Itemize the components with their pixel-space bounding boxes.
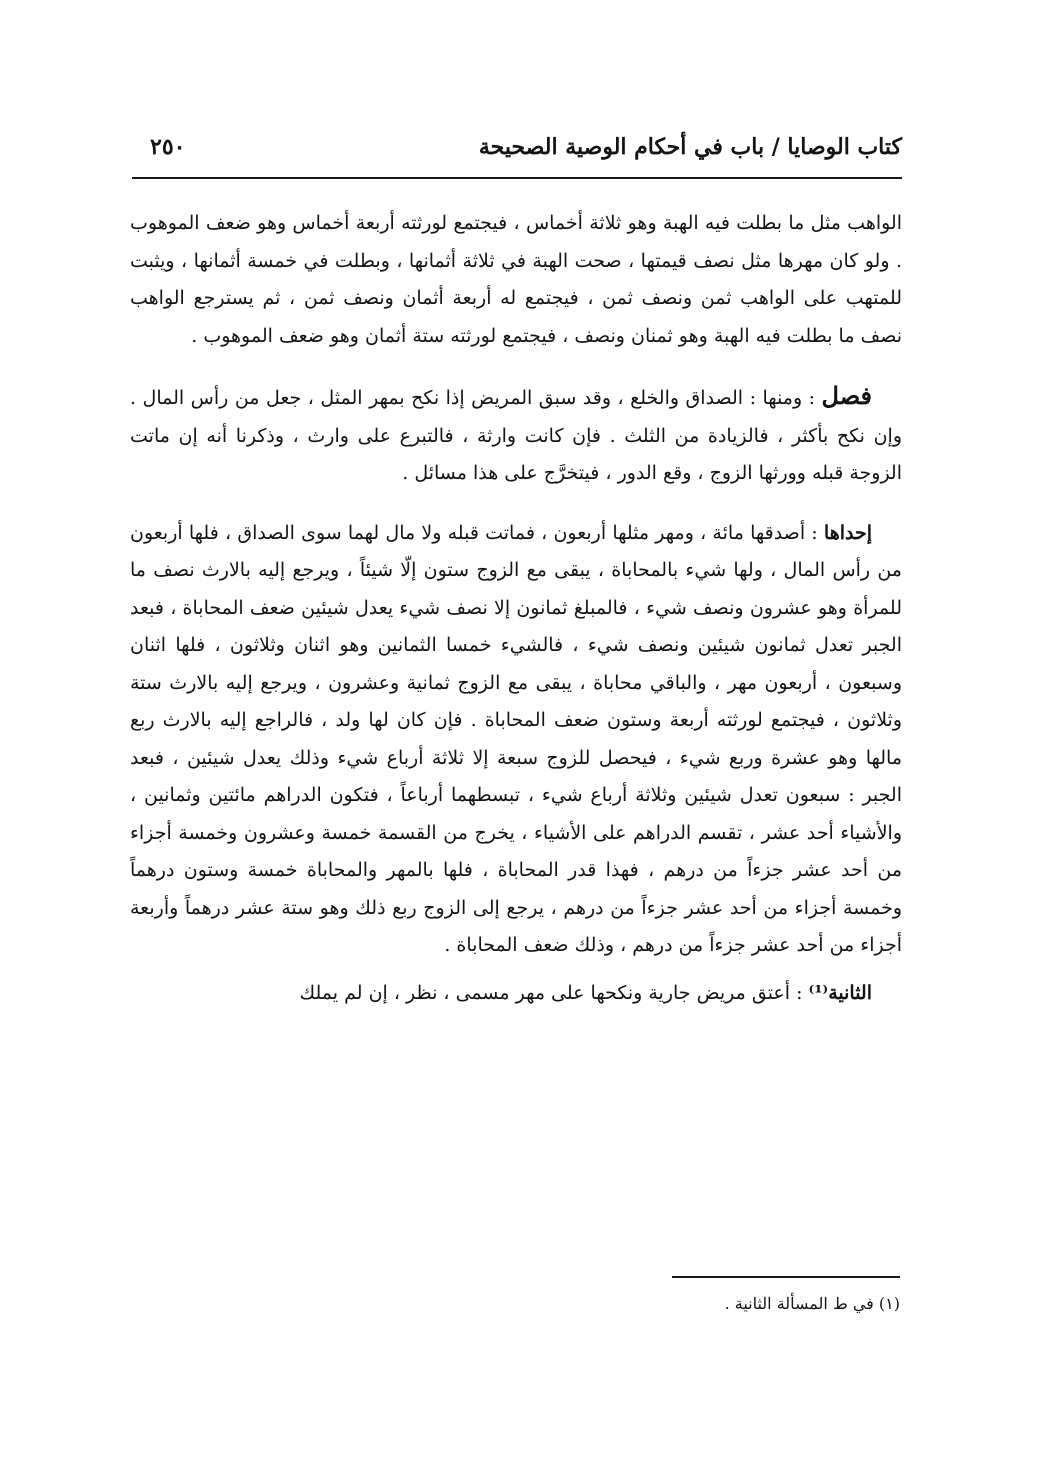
paragraph-text: : ومنها : الصداق والخلع ، وقد سبق المريض إذا نكح بمهر المثل ، جعل من رأس المال . وإن نكح بأكثر ، فالزيادة من الثلث . فإن كانت وارثة ، فالتبرع على وارث ، وذكرنا أنه إن ماتت الزوجة قبله وورثها الزوج ، وقع الدور ، فيتخرَّج على هذا مسائل . xyxy=(130,387,902,484)
page-number: ٢٥٠ xyxy=(150,134,186,160)
running-header xyxy=(132,128,902,172)
paragraph-text: الواهب مثل ما بطلت فيه الهبة وهو ثلاثة أخماس ، فيجتمع لورثته أربعة أخماس وهو ضعف الموهوب . ولو كان مهرها مثل نصف قيمتها ، صحت الهبة في ثلاثة أثمانها ، وبطلت في خمسة أثمانها ، ويثبت للمتهب على الواهب ثمن ونصف ثمن ، فيجتمع له أربعة أثمان ونصف ثمن ، ثم يسترجع الواهب نصف ما بطلت فيه الهبة وهو ثمنان ونصف ، فيجتمع لورثته ستة أثمان وهو ضعف الموهوب . xyxy=(130,212,902,347)
case-heading: الثانية⁽¹⁾ xyxy=(808,981,872,1004)
paragraph-first-case xyxy=(130,515,902,965)
header-title: كتاب الوصايا / باب في أحكام الوصية الصحيحة xyxy=(478,134,902,160)
footnote: (١) في ط المسألة الثانية . xyxy=(724,1294,900,1313)
footnote-divider xyxy=(672,1276,900,1278)
paragraph-text: : أعتق مريض جارية ونكحها على مهر مسمى ، نظر ، إن لم يملك xyxy=(299,981,809,1004)
header-divider xyxy=(132,177,902,179)
case-heading: إحداها xyxy=(823,521,872,544)
paragraph-second-case xyxy=(130,975,902,1013)
paragraph-text: : أصدقها مائة ، ومهر مثلها أربعون ، فماتت قبله ولا مال لهما سوى الصداق ، فلها أربعون من رأس المال ، ولها شيء بالمحاباة ، يبقى مع الزوج ستون إلّا شيئاً ، ويرجع إليه بالارث نصف ما للمرأة وهو عشرون ونصف شيء ، فالمبلغ ثمانون إلا نصف شيء يعدل شيئين ضعف المحاباة ، فبعد الجبر تعدل ثمانون شيئين ونصف شيء ، فالشيء خمسا الثمانين وهو اثنان وثلاثون ، فلها اثنان وسبعون ، أربعون مهر ، والباقي محاباة ، يبقى مع الزوج ثمانية وعشرون ، ويرجع إليه بالارث ستة وثلاثون ، فيجتمع لورثته أربعة وستون ضعف المحاباة . فإن كان لها ولد ، فالراجع إليه بالارث ربع مالها وهو عشرة وربع شيء ، فيحصل للزوج سبعة إلا ثلاثة أرباع شيء وذلك يعدل شيئين ، فبعد الجبر : سبعون تعدل شيئين وثلاثة أرباع شيء ، تبسطهما أرباعاً ، فتكون الدراهم مائتين وثمانين ، والأشياء أحد عشر ، تقسم الدراهم على الأشياء ، يخرج من القسمة خمسة وعشرون وخمسة أجزاء من أحد عشر جزءاً من درهم ، فهذا قدر المحاباة ، فلها بالمهر والمحاباة خمسة وستون درهماً وخمسة أجزاء من أحد عشر جزءاً من درهم ، يرجع إلى الزوج ربع ذلك وهو ستة عشر درهماً وأربعة أجزاء من أحد عشر جزءاً من درهم ، وذلك ضعف المحاباة . xyxy=(130,521,902,956)
paragraph-fasl xyxy=(130,377,902,493)
section-heading: فصل xyxy=(821,381,872,410)
paragraph-continuation xyxy=(130,205,902,355)
main-text xyxy=(130,205,902,1012)
